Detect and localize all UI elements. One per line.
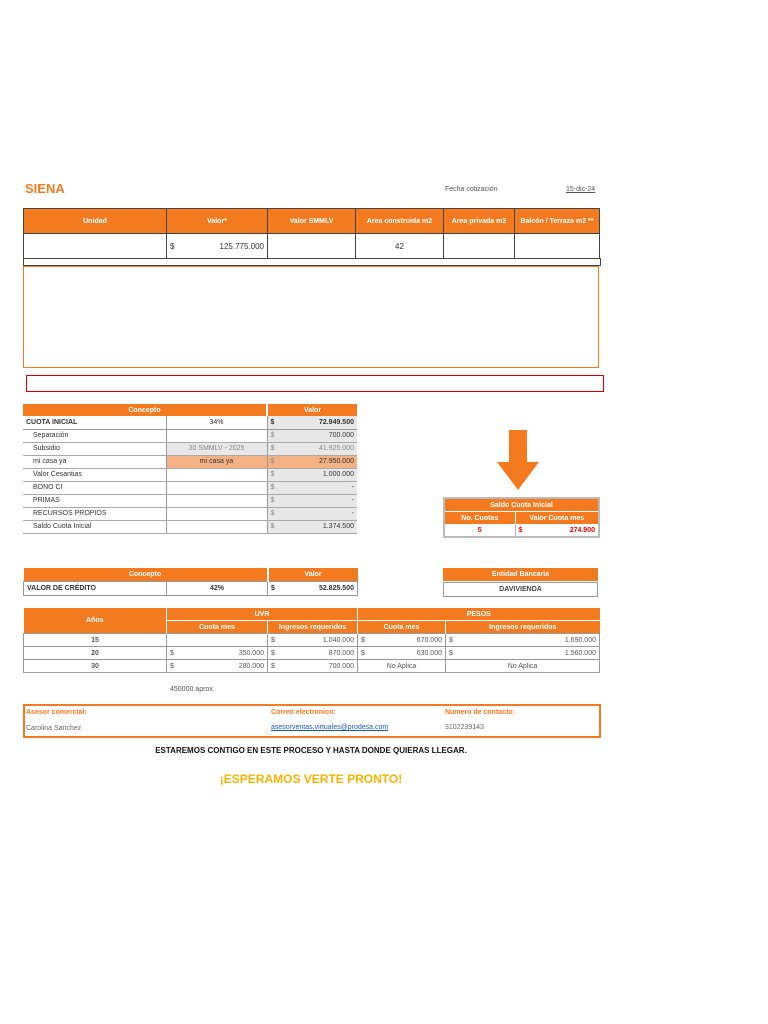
pesos-ingresos	[446, 647, 600, 660]
footer-text: ESTAREMOS CONTIGO EN ESTE PROCESO Y HASTA DONDE QUIERAS LLEGAR.	[155, 746, 467, 755]
amount: 700.000	[328, 432, 354, 439]
numero-value: 3102239143	[445, 724, 484, 731]
cuota-row-value	[267, 442, 357, 455]
plazo-row	[24, 660, 600, 673]
asesor-label: Asesor comercial:	[26, 709, 87, 716]
cuota-row-value	[267, 507, 357, 520]
plazo-year: 30	[24, 660, 167, 673]
fecha-value: 15-dic-24	[566, 186, 596, 193]
entidad-header: Entidad Bancaria	[443, 568, 598, 581]
currency-sign: $	[170, 241, 175, 251]
cuota-row-mid	[166, 481, 267, 494]
cuota-row-mid: mi casa ya	[166, 455, 267, 468]
amount: -	[351, 497, 354, 504]
amount: 41.925.000	[318, 445, 354, 452]
no-cuotas-header: No. Cuotas	[444, 512, 515, 525]
currency-sign: $	[270, 510, 275, 517]
currency-sign: $	[271, 662, 275, 670]
currency-sign: $	[270, 471, 275, 478]
amount: 52.825.500	[318, 584, 354, 592]
cuota-row-value	[267, 494, 357, 507]
currency-sign: $	[170, 649, 174, 657]
cuota-row-mid: 30 SMMLV - 2025	[166, 442, 267, 455]
col-area-privada: Area privada m2	[444, 209, 515, 234]
cell-balcon	[515, 234, 600, 259]
currency-sign: $	[449, 649, 453, 657]
cuota-row	[23, 520, 357, 533]
cuota-row-mid	[166, 468, 267, 481]
col-smmlv: Valor SMMLV	[268, 209, 356, 234]
cuota-row-value	[267, 455, 357, 468]
currency-sign: $	[270, 432, 275, 439]
entidad-value: DAVIVIENDA	[443, 582, 598, 597]
credito-table	[23, 568, 358, 596]
cuota-row-value	[267, 468, 357, 481]
amount: 280.000	[238, 662, 264, 670]
credito-value	[268, 581, 358, 595]
cuota-inicial-pct: 34%	[166, 416, 267, 429]
pesos-cuota: No Aplica	[358, 660, 446, 673]
valor-cuota-value	[515, 524, 599, 537]
plazo-year: 15	[24, 634, 167, 647]
valor-amount: 125.775.000	[219, 241, 264, 251]
cuota-row-label: Valor Cesantias	[23, 468, 166, 481]
cuota-row-mid	[166, 429, 267, 442]
saldo-title: Saldo Cuota Inicial	[444, 498, 599, 512]
cuota-row	[23, 494, 357, 507]
col-area-construida: Area construida m2	[356, 209, 444, 234]
cuota-row	[23, 481, 357, 494]
amount: 1.000.000	[322, 471, 354, 478]
numero-label: Numero de contacto:	[445, 709, 516, 716]
plazos-table	[23, 608, 600, 673]
amount: -	[351, 510, 354, 517]
uvr-cuota	[167, 647, 268, 660]
pesos-ingresos: No Aplica	[446, 660, 600, 673]
pesos-cuota	[358, 634, 446, 647]
plazo-year: 20	[24, 647, 167, 660]
currency-sign: $	[270, 497, 275, 504]
unit-table	[23, 208, 600, 259]
saldo-cuota-box	[443, 497, 600, 538]
cell-area-construida: 42	[356, 234, 444, 259]
amount: 72.949.500	[318, 418, 354, 426]
cell-valor	[167, 234, 268, 259]
cell-smmlv	[268, 234, 356, 259]
credito-valor-header: Valor	[268, 568, 358, 581]
cuota-row-value	[267, 481, 357, 494]
currency-sign: $	[518, 526, 523, 534]
uvr-cuota-header: Cuota mes	[167, 621, 268, 634]
uvr-ingresos-header: Ingresos requeridos	[268, 621, 358, 634]
cuota-inicial-value	[267, 416, 357, 429]
page-title: SIENA	[25, 181, 65, 196]
credito-pct: 42%	[167, 581, 268, 595]
cuota-row	[23, 442, 357, 455]
correo-label: Correo electronico:	[271, 709, 336, 716]
amount: 1.560.000	[564, 649, 596, 657]
col-unidad: Unidad	[24, 209, 167, 234]
cuota-row	[23, 455, 357, 468]
arrow-down-icon	[497, 430, 539, 490]
amount: 350.000	[238, 649, 264, 657]
cell-area-privada	[444, 234, 515, 259]
unit-table-underline	[23, 258, 601, 266]
uvr-cuota	[167, 660, 268, 673]
currency-sign: $	[170, 662, 174, 670]
cuota-row-label: Saldo Cuota Inicial	[23, 520, 166, 533]
pesos-ingresos-header: Ingresos requeridos	[446, 621, 600, 634]
cuota-row	[23, 429, 357, 442]
amount: 27.950.000	[318, 458, 354, 465]
anos-header: Años	[24, 608, 167, 634]
cuota-row-label: mi casa ya	[23, 455, 166, 468]
pesos-cuota-header: Cuota mes	[358, 621, 446, 634]
amount: -	[351, 484, 354, 491]
currency-sign: $	[270, 458, 275, 465]
currency-sign: $	[361, 649, 365, 657]
concepto-header: Concepto	[23, 404, 267, 416]
pesos-cuota	[358, 647, 446, 660]
cuota-row-mid	[166, 494, 267, 507]
currency-sign: $	[270, 418, 275, 426]
currency-sign: $	[271, 584, 275, 592]
aprox-note: 450000 aprox.	[170, 686, 215, 693]
cuota-row	[23, 468, 357, 481]
uvr-ingresos	[268, 660, 358, 673]
cuota-row-label: RECURSOS PROPIOS	[23, 507, 166, 520]
cuota-row-label: Subsidio	[23, 442, 166, 455]
uvr-header: UVR	[167, 608, 358, 621]
valor-header: Valor	[267, 404, 357, 416]
cuota-row-mid	[166, 507, 267, 520]
currency-sign: $	[271, 636, 275, 644]
currency-sign: $	[270, 523, 275, 530]
cuota-inicial-table	[23, 404, 357, 534]
uvr-ingresos	[268, 647, 358, 660]
uvr-ingresos	[268, 634, 358, 647]
cuota-inicial-label: CUOTA INICIAL	[23, 416, 166, 429]
cuota-row	[23, 507, 357, 520]
cuota-row-mid	[166, 520, 267, 533]
correo-link[interactable]: asesorventas.virtuales@prodesa.com	[271, 724, 389, 731]
currency-sign: $	[270, 445, 275, 452]
amount: 1.040.000	[322, 636, 354, 644]
fecha-label: Fecha cotización	[445, 186, 498, 193]
cell-unidad	[24, 234, 167, 259]
footer-slogan: ¡ESPERAMOS VERTE PRONTO!	[219, 772, 403, 786]
pesos-ingresos	[446, 634, 600, 647]
amount: 274.900	[569, 526, 595, 534]
col-balcon: Balcón / Terraza m2 **	[515, 209, 600, 234]
amount: 630.000	[416, 649, 442, 657]
amount: 670.000	[416, 636, 442, 644]
currency-sign: $	[361, 636, 365, 644]
no-cuotas-value: 5	[444, 524, 515, 537]
notes-box	[23, 266, 599, 368]
amount: 700.000	[328, 662, 354, 670]
alert-box	[26, 375, 604, 392]
cuota-row-label: Separación	[23, 429, 166, 442]
asesor-name: Carolina Sanchez	[26, 725, 82, 732]
cuota-row-value	[267, 520, 357, 533]
credito-concepto-header: Concepto	[24, 568, 268, 581]
col-valor: Valor*	[167, 209, 268, 234]
plazo-row	[24, 634, 600, 647]
plazo-row	[24, 647, 600, 660]
amount: 1.690.000	[564, 636, 596, 644]
cuota-row-label: BONO CI	[23, 481, 166, 494]
credito-label: VALOR DE CRÉDITO	[24, 581, 167, 595]
currency-sign: $	[449, 636, 453, 644]
currency-sign: $	[271, 649, 275, 657]
currency-sign: $	[270, 484, 275, 491]
cuota-row-label: PRIMAS	[23, 494, 166, 507]
amount: 1.374.500	[322, 523, 354, 530]
cuota-row-value	[267, 429, 357, 442]
contact-box	[23, 704, 601, 738]
uvr-cuota	[167, 634, 268, 647]
valor-cuota-header: Valor Cuota mes	[515, 512, 599, 525]
pesos-header: PESOS	[358, 608, 600, 621]
amount: 870.000	[328, 649, 354, 657]
